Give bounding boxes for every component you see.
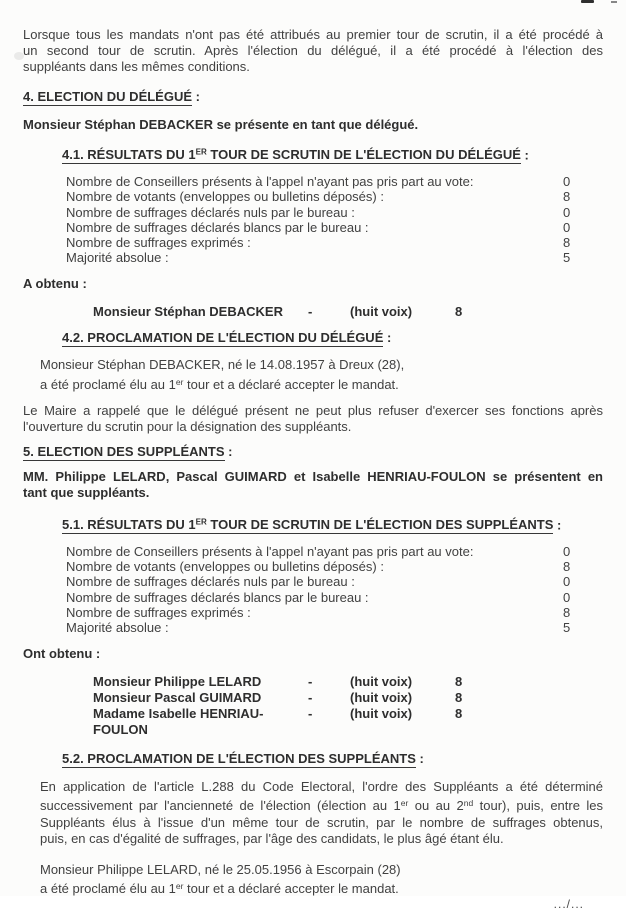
paragraph-line: puis, en cas d'égalité de suffrages, par l'âge des candidats, le plus âgé étant élu. xyxy=(40,830,504,846)
separator-dash: - xyxy=(308,674,313,690)
paragraph-line: Suppléants élus à l'issue d'un même tour de scrutin, par le nombre de suffrages obtenus, xyxy=(40,814,603,830)
stat-row xyxy=(66,250,603,265)
bullet-icon xyxy=(70,674,93,690)
stat-value: 0 xyxy=(563,174,571,190)
stat-label: Majorité absolue : xyxy=(66,620,169,636)
separator-dash: - xyxy=(308,706,313,722)
heading-superscript: ER xyxy=(195,147,207,157)
delegate-candidate-line: Monsieur Stéphan DEBACKER se présente en tant que délégué. xyxy=(23,116,419,132)
text-part: ou au 2 xyxy=(408,798,464,814)
votes-count: 8 xyxy=(455,690,463,706)
stat-label: Nombre de suffrages déclarés nuls par le bureau : xyxy=(66,204,355,220)
mayor-note xyxy=(23,403,603,435)
stat-value: 0 xyxy=(563,219,571,235)
votes-count: 8 xyxy=(455,304,463,320)
section-5-1-heading xyxy=(62,515,603,534)
heading-colon: : xyxy=(192,88,200,104)
text-part: successivement par l'ancienneté de l'élection (élection au 1 xyxy=(40,798,401,814)
heading-part: 5.1. RÉSULTATS DU 1 xyxy=(62,517,196,533)
stat-row xyxy=(66,189,603,204)
stat-value: 0 xyxy=(563,574,571,590)
separator-dash: - xyxy=(308,304,313,320)
stat-label: Nombre de suffrages déclarés blancs par le bureau : xyxy=(66,219,369,235)
stat-row xyxy=(66,205,603,220)
proclamation-line: Monsieur Philippe LELARD, né le 25.05.1956 à Escorpain (28) xyxy=(40,862,401,878)
stat-label: Nombre de votants (enveloppes ou bulletins déposés) : xyxy=(66,559,384,575)
heading-colon: : xyxy=(383,330,392,346)
stat-row xyxy=(66,544,603,559)
substitutes-candidates-line xyxy=(23,469,603,501)
stat-row xyxy=(66,605,603,620)
stat-label: Nombre de suffrages déclarés nuls par le bureau : xyxy=(66,574,355,590)
separator-dash: - xyxy=(308,690,313,706)
stat-value: 0 xyxy=(563,589,571,605)
heading-part: TOUR DE SCRUTIN DE L'ÉLECTION DES SUPPLÉANTS xyxy=(206,517,554,533)
heading-colon: : xyxy=(415,751,424,767)
votes-text: (huit voix) xyxy=(350,706,413,722)
obtained-label: A obtenu : xyxy=(23,276,87,292)
stat-value: 0 xyxy=(563,544,571,560)
section-4-1-heading-text xyxy=(62,147,521,164)
mayor-note-line: Le Maire a rappelé que le délégué présent ne peut plus refuser d'exercer ses fonctions après xyxy=(23,402,603,418)
section-5-1-heading-text xyxy=(62,517,553,534)
stat-row xyxy=(66,235,603,250)
stat-value: 5 xyxy=(563,620,571,636)
substitutes-obtained-list xyxy=(70,674,603,738)
section-4-heading xyxy=(23,89,603,105)
intro-line: un second tour de scrutin. Après l'élection du délégué, il a été procédé à l'élection des xyxy=(23,43,603,59)
stat-row xyxy=(66,620,603,635)
heading-colon: : xyxy=(224,444,233,460)
votes-count: 8 xyxy=(455,674,463,690)
section-5-2-heading xyxy=(62,751,603,767)
intro-line: suppléants dans les mêmes conditions. xyxy=(23,59,250,75)
delegate-proclamation xyxy=(40,357,603,392)
substitute-proclamation xyxy=(40,862,603,897)
section-5-heading xyxy=(23,444,603,460)
candidate-name: Monsieur Philippe LELARD xyxy=(93,674,262,690)
stat-value: 8 xyxy=(563,559,571,575)
superscript: er xyxy=(175,376,184,387)
substitutes-results-stats xyxy=(66,544,603,635)
text-part: tour et a déclaré accepter le mandat. xyxy=(183,376,399,392)
text-part: a été proclamé élu au 1 xyxy=(40,376,176,392)
text-part: tour), puis, entre les xyxy=(473,798,603,814)
section-5-heading-text: 5. ELECTION DES SUPPLÉANTS xyxy=(23,444,225,460)
section-4-2-heading-text: 4.2. PROCLAMATION DE L'ÉLECTION DU DÉLÉGUÉ xyxy=(62,330,384,346)
heading-colon: : xyxy=(553,517,562,533)
scan-smudge xyxy=(14,52,24,60)
paragraph-line: En application de l'article L.288 du Code Electoral, l'ordre des Suppléants a été déterminé xyxy=(40,779,603,795)
candidates-line: tant que suppléants. xyxy=(23,485,150,501)
heading-colon: : xyxy=(520,147,529,163)
votes-count: 8 xyxy=(455,706,463,722)
stat-row xyxy=(66,590,603,605)
scan-artifact xyxy=(611,1,617,3)
mayor-note-line: l'ouverture du scrutin pour la désignation des suppléants. xyxy=(23,418,352,434)
superscript: er xyxy=(175,881,184,892)
list-item xyxy=(70,304,603,320)
intro-paragraph xyxy=(23,27,603,76)
text-part: a été proclamé élu au 1 xyxy=(40,881,176,897)
scan-artifact xyxy=(581,0,594,3)
stat-label: Nombre de suffrages exprimés : xyxy=(66,234,251,250)
list-item xyxy=(70,690,603,706)
stat-row xyxy=(66,574,603,589)
bullet-icon xyxy=(70,304,93,320)
stat-value: 8 xyxy=(563,604,571,620)
stat-value: 0 xyxy=(563,204,571,220)
list-item xyxy=(70,706,603,738)
paragraph-line xyxy=(40,795,603,814)
stat-value: 8 xyxy=(563,189,571,205)
stat-row xyxy=(66,220,603,235)
delegate-results-stats xyxy=(66,174,603,265)
proclamation-line xyxy=(40,878,603,897)
votes-text: (huit voix) xyxy=(350,674,413,690)
page-continuation-mark: .../... xyxy=(553,897,584,912)
superscript: nd xyxy=(463,798,474,809)
intro-line: Lorsque tous les mandats n'ont pas été attribués au premier tour de scrutin, il a été procédé à xyxy=(23,27,603,42)
stat-label: Nombre de suffrages exprimés : xyxy=(66,604,251,620)
stat-value: 5 xyxy=(563,250,571,266)
text-part: tour et a déclaré accepter le mandat. xyxy=(183,881,399,897)
stat-label: Nombre de suffrages déclarés blancs par le bureau : xyxy=(66,589,369,605)
candidates-line: MM. Philippe LELARD, Pascal GUIMARD et Isabelle HENRIAU-FOULON se présentent en xyxy=(23,469,603,485)
substitutes-order-paragraph xyxy=(40,779,603,847)
bullet-icon xyxy=(70,706,93,738)
stat-label: Nombre de votants (enveloppes ou bulletins déposés) : xyxy=(66,189,384,205)
obtained-label: Ont obtenu : xyxy=(23,646,101,662)
votes-text: (huit voix) xyxy=(350,690,413,706)
stat-label: Majorité absolue : xyxy=(66,250,169,266)
heading-part: TOUR DE SCRUTIN DE L'ÉLECTION DU DÉLÉGUÉ xyxy=(206,147,521,163)
superscript: er xyxy=(400,798,409,809)
bullet-icon xyxy=(70,690,93,706)
candidate-name: Monsieur Pascal GUIMARD xyxy=(93,690,262,706)
delegate-obtained-list xyxy=(70,304,603,320)
stat-value: 8 xyxy=(563,234,571,250)
proclamation-line: Monsieur Stéphan DEBACKER, né le 14.08.1957 à Dreux (28), xyxy=(40,357,405,373)
proclamation-line xyxy=(40,374,603,393)
candidate-name: Madame Isabelle HENRIAU-FOULON xyxy=(93,706,264,738)
heading-part: 4.1. RÉSULTATS DU 1 xyxy=(62,147,196,163)
heading-superscript: ER xyxy=(195,517,207,527)
stat-row xyxy=(66,174,603,189)
votes-text: (huit voix) xyxy=(350,304,413,320)
stat-label: Nombre de Conseillers présents à l'appel n'ayant pas pris part au vote: xyxy=(66,174,474,190)
section-4-2-heading xyxy=(62,330,603,346)
candidate-name: Monsieur Stéphan DEBACKER xyxy=(93,304,283,320)
section-4-heading-text: 4. ELECTION DU DÉLÉGUÉ xyxy=(23,88,193,104)
stat-label: Nombre de Conseillers présents à l'appel n'ayant pas pris part au vote: xyxy=(66,544,474,560)
section-4-1-heading xyxy=(62,145,603,164)
list-item xyxy=(70,674,603,690)
section-5-2-heading-text: 5.2. PROCLAMATION DE L'ÉLECTION DES SUPPLÉANTS xyxy=(62,751,416,767)
stat-row xyxy=(66,559,603,574)
